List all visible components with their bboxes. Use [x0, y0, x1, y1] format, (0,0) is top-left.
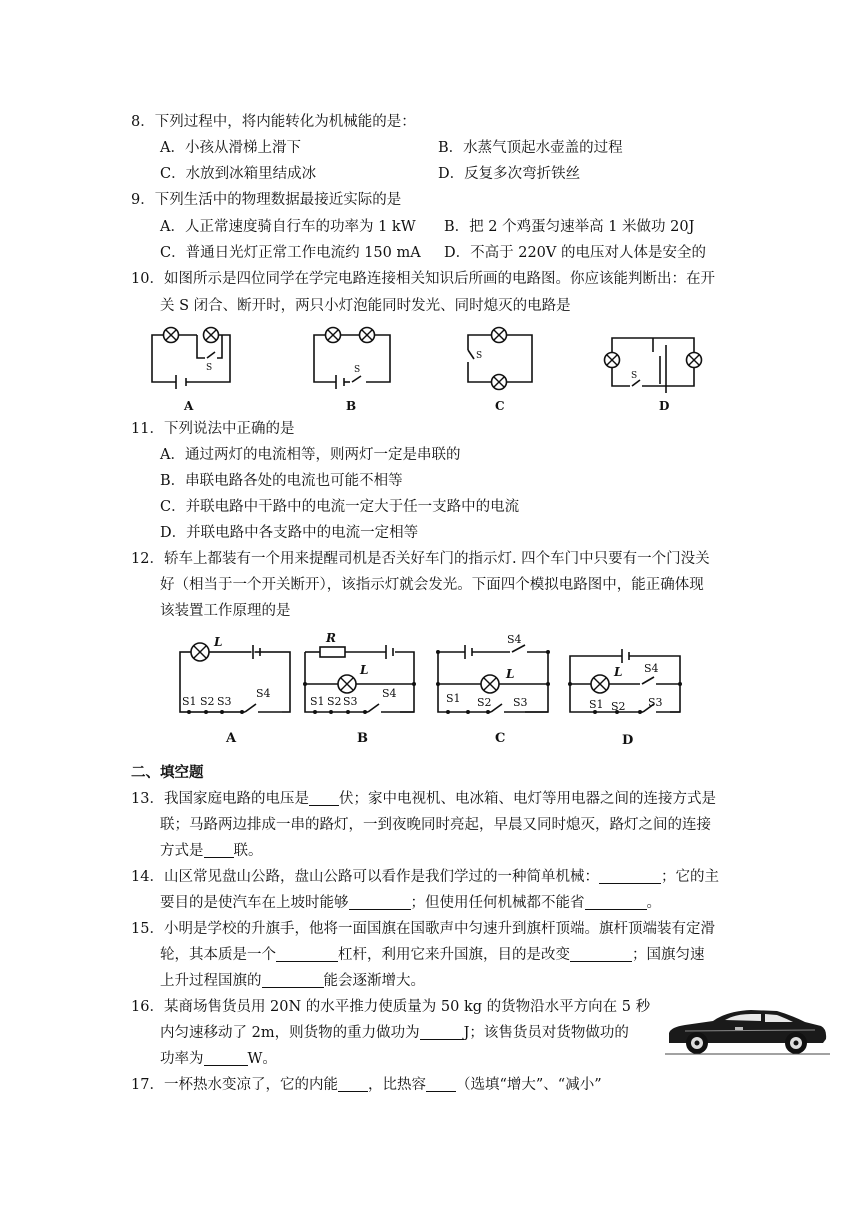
q10-label-c: C — [495, 399, 505, 413]
q15-blank-2 — [570, 946, 632, 962]
q9-option-c: C．普通日光灯正常工作电流约 150 mA — [160, 245, 421, 261]
q12-a-s3: S3 — [217, 695, 232, 708]
q9-stem: 9．下列生活中的物理数据最接近实际的是 — [131, 192, 402, 208]
q12-label-a: A — [226, 731, 237, 746]
q10-stem-cont: 关 S 闭合、断开时，两只小灯泡能同时发光、同时熄灭的电路是 — [160, 298, 571, 314]
q8-stem: 8．下列过程中，将内能转化为机械能的是： — [131, 114, 416, 130]
q10-c-lamp-2 — [492, 375, 507, 390]
q12-c-s1: S1 — [446, 692, 461, 705]
q10-circuit-a — [152, 335, 230, 389]
q12-a-s4: S4 — [256, 687, 271, 700]
q10-circuit-b — [314, 335, 390, 389]
q14-blank-2 — [349, 894, 411, 910]
q13-line-3: 方式是 联。 — [160, 843, 263, 859]
q9-option-d: D．不高于 220V 的电压对人体是安全的 — [444, 245, 706, 261]
q16-line-1: 16．某商场售货员用 20N 的水平推力使质量为 50 kg 的货物沿水平方向在 5 秒 — [131, 999, 651, 1015]
q11-option-c: C．并联电路中干路中的电流一定大于任一支路中的电流 — [160, 499, 520, 515]
q12-c-lamp — [481, 675, 499, 693]
q17-line-1: 17．一杯热水变凉了，它的内能 ，比热容 （选填“增大”、“减小” — [131, 1077, 602, 1093]
q12-b-s1: S1 — [310, 695, 325, 708]
q12-stem-cont-2: 该装置工作原理的是 — [160, 603, 291, 619]
q10-label-d: D — [659, 399, 670, 413]
q12-label-c: C — [495, 731, 506, 746]
q10-a-lamp-1 — [164, 328, 179, 343]
q12-d-s4: S4 — [644, 662, 659, 675]
q12-label-d: D — [622, 733, 634, 748]
q12-c-s4: S4 — [507, 633, 522, 646]
q9-option-b: B．把 2 个鸡蛋匀速举高 1 米做功 20J — [444, 219, 695, 235]
q13-line-1: 13．我国家庭电路的电压是 伏；家中电视机、电冰箱、电灯等用电器之间的连接方式是 — [131, 791, 716, 807]
q8-option-a: A．小孩从滑梯上滑下 — [160, 140, 301, 156]
q12-b-lamp — [338, 675, 356, 693]
q10-b-lamp-1 — [326, 328, 341, 343]
q10-circuit-d — [612, 338, 694, 393]
q12-d-s3: S3 — [648, 696, 663, 709]
q12-a-s2: S2 — [200, 695, 215, 708]
q16-line-2: 内匀速移动了 2m，则货物的重力做功为 J；该售货员对货物做功的 — [160, 1025, 629, 1041]
q10-b-lamp-2 — [360, 328, 375, 343]
q11-option-d: D．并联电路中各支路中的电流一定相等 — [160, 525, 419, 541]
q10-stem: 10．如图所示是四位同学在学完电路连接相关知识后所画的电路图。你应该能判断出：在开 — [131, 271, 715, 287]
q12-d-lamp — [591, 675, 609, 693]
q11-option-b: B．串联电路各处的电流也可能不相等 — [160, 473, 403, 489]
q12-c-lamp-label: L — [506, 667, 515, 681]
q15-blank-1 — [276, 946, 338, 962]
q14-line-1: 14．山区常见盘山公路，盘山公路可以看作是我们学过的一种简单机械： ；它的主 — [131, 869, 719, 885]
q17-blank-2 — [426, 1076, 456, 1092]
q10-d-switch-label: S — [631, 371, 638, 381]
q15-line-2: 轮，其本质是一个 杠杆，利用它来升国旗，目的是改变 ；国旗匀速 — [160, 947, 705, 963]
q16-blank-1 — [420, 1024, 464, 1040]
q12-b-s3: S3 — [343, 695, 358, 708]
q15-line-3: 上升过程国旗的 能会逐渐增大。 — [160, 973, 425, 989]
q17-blank-1 — [338, 1076, 368, 1092]
q16-blank-2 — [204, 1050, 248, 1066]
q12-d-s1: S1 — [589, 698, 604, 711]
q11-stem: 11．下列说法中正确的是 — [131, 421, 295, 437]
q10-d-lamp-2 — [687, 353, 702, 368]
q10-label-a: A — [184, 399, 194, 413]
q12-c-s2: S2 — [477, 696, 492, 709]
q10-label-b: B — [346, 399, 357, 413]
q14-blank-1 — [599, 868, 661, 884]
q10-c-lamp-1 — [492, 328, 507, 343]
q14-line-2: 要目的是使汽车在上坡时能够 ；但使用任何机械都不能省 。 — [160, 895, 661, 911]
q12-d-lamp-label: L — [614, 665, 623, 679]
q11-option-a: A．通过两灯的电流相等，则两灯一定是串联的 — [160, 447, 461, 463]
q15-line-1: 15．小明是学校的升旗手，他将一面国旗在国歌声中匀速升到旗杆顶端。旗杆顶端装有定滑 — [131, 921, 715, 937]
q10-circuit-diagrams — [140, 320, 720, 416]
q8-option-c: C．水放到冰箱里结成冰 — [160, 166, 317, 182]
q12-d-s2: S2 — [611, 700, 626, 713]
q16-line-3: 功率为 W。 — [160, 1051, 277, 1067]
q12-b-resistor-label: R — [326, 631, 336, 645]
q12-b-lamp-label: L — [360, 663, 369, 677]
q12-a-s1: S1 — [182, 695, 197, 708]
q12-a-lamp-label: L — [214, 635, 223, 649]
q8-option-d: D．反复多次弯折铁丝 — [438, 166, 581, 182]
q10-c-switch-label: S — [476, 351, 483, 361]
q12-c-s3: S3 — [513, 696, 528, 709]
q12-label-b: B — [357, 731, 368, 746]
q8-option-b: B．水蒸气顶起水壶盖的过程 — [438, 140, 623, 156]
q12-stem: 12．轿车上都装有一个用来提醒司机是否关好车门的指示灯. 四个车门中只要有一个门没关 — [131, 551, 710, 567]
q10-a-switch-label: S — [206, 363, 213, 373]
q13-line-2: 联；马路两边排成一串的路灯，一到夜晚同时亮起，早晨又同时熄灭，路灯之间的连接 — [160, 817, 711, 833]
section-title: 二、填空题 — [131, 765, 204, 781]
q10-d-lamp-1 — [605, 353, 620, 368]
q15-blank-3 — [262, 972, 324, 988]
car-illustration — [665, 1005, 830, 1057]
q12-circuit-diagrams — [170, 630, 690, 752]
q10-b-switch-label: S — [354, 365, 361, 375]
q10-a-lamp-2 — [204, 328, 219, 343]
q13-blank-2 — [204, 842, 234, 858]
q14-blank-3 — [585, 894, 647, 910]
q12-a-lamp — [191, 643, 209, 661]
q12-b-s4: S4 — [382, 687, 397, 700]
q9-option-a: A．人正常速度骑自行车的功率为 1 kW — [160, 219, 416, 235]
q12-stem-cont-1: 好（相当于一个开关断开），该指示灯就会发光。下面四个模拟电路图中，能正确体现 — [160, 577, 704, 593]
q12-b-s2: S2 — [327, 695, 342, 708]
q13-blank-1 — [309, 790, 339, 806]
